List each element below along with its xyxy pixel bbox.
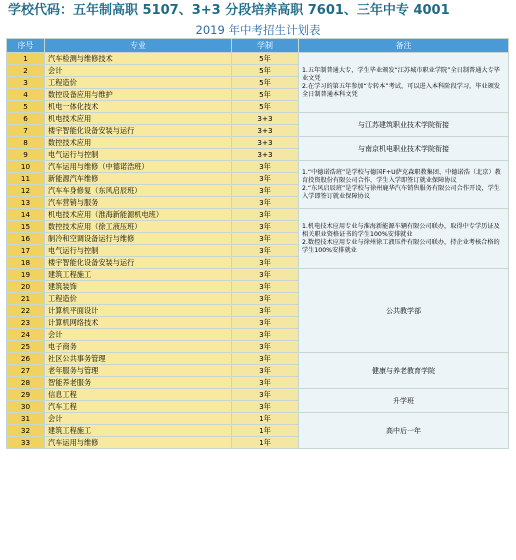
study-duration-cell: 3年 bbox=[232, 257, 299, 269]
row-index-cell: 6 bbox=[7, 113, 45, 125]
remark-cell bbox=[299, 53, 509, 113]
major-name-cell: 电气运行与控制 bbox=[45, 149, 232, 161]
major-name-cell: 数控设备应用与维护 bbox=[45, 89, 232, 101]
enrollment-plan-table bbox=[6, 38, 509, 449]
table-row bbox=[7, 389, 509, 401]
study-duration-cell: 5年 bbox=[232, 89, 299, 101]
major-name-cell: 会计 bbox=[45, 413, 232, 425]
study-duration-cell: 3年 bbox=[232, 281, 299, 293]
study-duration-cell: 3年 bbox=[232, 353, 299, 365]
row-index-cell: 16 bbox=[7, 233, 45, 245]
row-index-cell: 18 bbox=[7, 257, 45, 269]
remark-cell bbox=[299, 269, 509, 353]
row-index-cell: 29 bbox=[7, 389, 45, 401]
study-duration-cell: 3年 bbox=[232, 389, 299, 401]
remark-cell bbox=[299, 413, 509, 449]
remark-cell bbox=[299, 389, 509, 413]
table-row bbox=[7, 53, 509, 65]
school-code-header: 学校代码：五年制高职 5107、3+3 分段培养高职 7601、三年中专 4001 bbox=[8, 3, 450, 18]
major-name-cell: 汽车运用与维修（中德诺浩班） bbox=[45, 161, 232, 173]
remark-text: 与江苏建筑职业技术学院衔接 bbox=[358, 120, 449, 129]
study-duration-cell: 3年 bbox=[232, 245, 299, 257]
row-index-cell: 7 bbox=[7, 125, 45, 137]
row-index-cell: 2 bbox=[7, 65, 45, 77]
study-duration-cell: 1年 bbox=[232, 425, 299, 437]
major-name-cell: 计算机网络技术 bbox=[45, 317, 232, 329]
study-duration-cell: 3+3 bbox=[232, 125, 299, 137]
major-name-cell: 社区公共事务管理 bbox=[45, 353, 232, 365]
major-name-cell: 数控技术应用 bbox=[45, 137, 232, 149]
column-header-index: 序号 bbox=[7, 39, 45, 53]
row-index-cell: 11 bbox=[7, 173, 45, 185]
study-duration-cell: 5年 bbox=[232, 53, 299, 65]
major-name-cell: 机电一体化技术 bbox=[45, 101, 232, 113]
study-duration-cell: 3年 bbox=[232, 401, 299, 413]
remark-text: 1.“中德诺浩班”是学校与德国F+U萨克森职教集团、中德诺浩（北京）教育投资股份有限公司合作，学生入学即签订就业保障协议 bbox=[302, 168, 501, 184]
study-duration-cell: 5年 bbox=[232, 65, 299, 77]
study-duration-cell: 3年 bbox=[232, 233, 299, 245]
study-duration-cell: 3年 bbox=[232, 293, 299, 305]
major-name-cell: 制冷和空调设备运行与维修 bbox=[45, 233, 232, 245]
major-name-cell: 会计 bbox=[45, 329, 232, 341]
major-name-cell: 信息工程 bbox=[45, 389, 232, 401]
row-index-cell: 30 bbox=[7, 401, 45, 413]
table-row bbox=[7, 209, 509, 221]
row-index-cell: 14 bbox=[7, 209, 45, 221]
remark-text: 1.机电技术应用专业与淮海新能源车辆有限公司联办，取得中专学历证及相关职业资格证书的学生100%安排就业 bbox=[302, 222, 500, 238]
row-index-cell: 12 bbox=[7, 185, 45, 197]
row-index-cell: 28 bbox=[7, 377, 45, 389]
study-duration-cell: 3年 bbox=[232, 365, 299, 377]
study-duration-cell: 3年 bbox=[232, 209, 299, 221]
major-name-cell: 汽车工程 bbox=[45, 401, 232, 413]
study-duration-cell: 3年 bbox=[232, 317, 299, 329]
table-row bbox=[7, 137, 509, 149]
row-index-cell: 31 bbox=[7, 413, 45, 425]
major-name-cell: 建筑工程施工 bbox=[45, 269, 232, 281]
major-name-cell: 汽车运用与维修 bbox=[45, 437, 232, 449]
remark-text: 2.“东风启辰班”是学校与徐州鹿华汽车销售服务有限公司合作开设，学生入学即签订就业保障协议 bbox=[302, 184, 500, 200]
major-name-cell: 机电技术应用 bbox=[45, 113, 232, 125]
study-duration-cell: 1年 bbox=[232, 413, 299, 425]
table-row bbox=[7, 113, 509, 125]
major-name-cell: 工程造价 bbox=[45, 293, 232, 305]
row-index-cell: 1 bbox=[7, 53, 45, 65]
row-index-cell: 19 bbox=[7, 269, 45, 281]
remark-text: 健康与养老教育学院 bbox=[372, 366, 435, 375]
table-row bbox=[7, 353, 509, 365]
major-name-cell: 电气运行与控制 bbox=[45, 245, 232, 257]
column-header-major: 专业 bbox=[45, 39, 232, 53]
major-name-cell: 智能养老服务 bbox=[45, 377, 232, 389]
study-duration-cell: 3年 bbox=[232, 185, 299, 197]
row-index-cell: 10 bbox=[7, 161, 45, 173]
major-name-cell: 新能源汽车维修 bbox=[45, 173, 232, 185]
major-name-cell: 会计 bbox=[45, 65, 232, 77]
table-row bbox=[7, 269, 509, 281]
study-duration-cell: 3年 bbox=[232, 161, 299, 173]
remark-cell bbox=[299, 353, 509, 389]
column-header-duration: 学制 bbox=[232, 39, 299, 53]
page-title: 2019 年中考招生计划表 bbox=[195, 23, 321, 37]
major-name-cell: 机电技术应用（淮海新能源机电班） bbox=[45, 209, 232, 221]
major-name-cell: 楼宇智能化设备安装与运行 bbox=[45, 125, 232, 137]
row-index-cell: 4 bbox=[7, 89, 45, 101]
remark-cell bbox=[299, 137, 509, 161]
row-index-cell: 24 bbox=[7, 329, 45, 341]
remark-text: 公共教学部 bbox=[386, 306, 421, 315]
row-index-cell: 33 bbox=[7, 437, 45, 449]
major-name-cell: 工程造价 bbox=[45, 77, 232, 89]
study-duration-cell: 3年 bbox=[232, 341, 299, 353]
major-name-cell: 老年服务与管理 bbox=[45, 365, 232, 377]
row-index-cell: 20 bbox=[7, 281, 45, 293]
study-duration-cell: 5年 bbox=[232, 77, 299, 89]
major-name-cell: 数控技术应用（徐工液压班） bbox=[45, 221, 232, 233]
study-duration-cell: 3年 bbox=[232, 197, 299, 209]
row-index-cell: 15 bbox=[7, 221, 45, 233]
remark-text: 高中后一年 bbox=[386, 426, 421, 435]
remark-text: 1.五年制普通大专，学生毕业颁发“江苏城市职业学院”全日制普通大专毕业文凭 bbox=[302, 66, 500, 82]
study-duration-cell: 3+3 bbox=[232, 149, 299, 161]
row-index-cell: 25 bbox=[7, 341, 45, 353]
study-duration-cell: 3年 bbox=[232, 329, 299, 341]
study-duration-cell: 3年 bbox=[232, 221, 299, 233]
study-duration-cell: 5年 bbox=[232, 101, 299, 113]
row-index-cell: 21 bbox=[7, 293, 45, 305]
row-index-cell: 27 bbox=[7, 365, 45, 377]
row-index-cell: 13 bbox=[7, 197, 45, 209]
row-index-cell: 26 bbox=[7, 353, 45, 365]
major-name-cell: 汽车检测与维修技术 bbox=[45, 53, 232, 65]
remark-cell bbox=[299, 113, 509, 137]
major-name-cell: 建筑装饰 bbox=[45, 281, 232, 293]
major-name-cell: 汽车车身修复（东风启辰班） bbox=[45, 185, 232, 197]
table-row bbox=[7, 413, 509, 425]
study-duration-cell: 1年 bbox=[232, 437, 299, 449]
remark-text: 2.数控技术应用专业与徐州徐工液压件有限公司联办，持企业考核合格的学生100%安排就业 bbox=[302, 238, 500, 254]
row-index-cell: 8 bbox=[7, 137, 45, 149]
row-index-cell: 22 bbox=[7, 305, 45, 317]
study-duration-cell: 3+3 bbox=[232, 113, 299, 125]
row-index-cell: 3 bbox=[7, 77, 45, 89]
study-duration-cell: 3年 bbox=[232, 305, 299, 317]
row-index-cell: 23 bbox=[7, 317, 45, 329]
row-index-cell: 9 bbox=[7, 149, 45, 161]
remark-text: 2.在学习的第五年参加“专转本”考试，可以进入本科阶段学习，毕业颁发全日制普通本科文凭 bbox=[302, 82, 500, 98]
row-index-cell: 17 bbox=[7, 245, 45, 257]
remark-text: 与南京机电职业技术学院衔接 bbox=[358, 144, 449, 153]
row-index-cell: 32 bbox=[7, 425, 45, 437]
table-header-row bbox=[7, 39, 509, 53]
study-duration-cell: 3+3 bbox=[232, 137, 299, 149]
study-duration-cell: 3年 bbox=[232, 173, 299, 185]
study-duration-cell: 3年 bbox=[232, 269, 299, 281]
major-name-cell: 计算机平面设计 bbox=[45, 305, 232, 317]
major-name-cell: 汽车营销与服务 bbox=[45, 197, 232, 209]
major-name-cell: 楼宇智能化设备安装与运行 bbox=[45, 257, 232, 269]
column-header-notes: 备注 bbox=[299, 39, 509, 53]
major-name-cell: 电子商务 bbox=[45, 341, 232, 353]
remark-cell bbox=[299, 209, 509, 269]
remark-text: 升学班 bbox=[393, 396, 414, 405]
remark-cell bbox=[299, 161, 509, 209]
row-index-cell: 5 bbox=[7, 101, 45, 113]
study-duration-cell: 3年 bbox=[232, 377, 299, 389]
table-body bbox=[7, 53, 509, 449]
major-name-cell: 建筑工程施工 bbox=[45, 425, 232, 437]
table-row bbox=[7, 161, 509, 173]
